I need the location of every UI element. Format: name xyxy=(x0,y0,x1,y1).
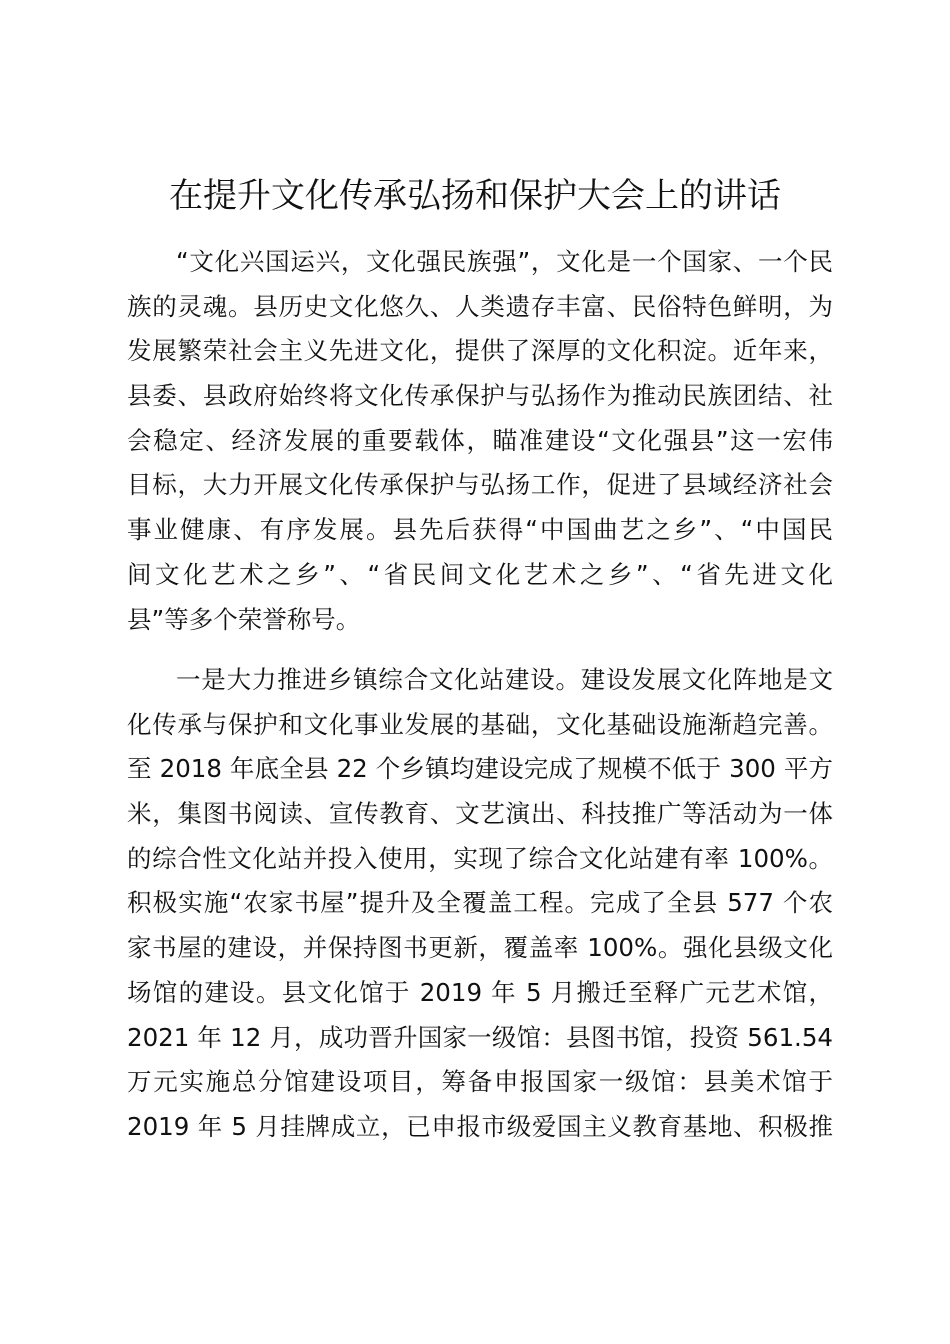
paragraph-line: 化传承与保护和文化事业发展的基础，文化基础设施渐趋完善。 xyxy=(127,709,833,739)
paragraph-2 xyxy=(127,658,833,1150)
paragraph-line: 县”等多个荣誉称号。 xyxy=(127,604,361,634)
paragraph-line: 目标，大力开展文化传承保护与弘扬工作，促进了县域经济社会 xyxy=(127,470,833,500)
paragraph-1 xyxy=(127,240,833,642)
paragraph-line: 的综合性文化站并投入使用，实现了综合文化站建有率 100%。 xyxy=(127,843,833,873)
paragraph-line: 积极实施“农家书屋”提升及全覆盖工程。完成了全县 577 个农 xyxy=(127,888,833,918)
paragraph-line: 发展繁荣社会主义先进文化，提供了深厚的文化积淀。近年来， xyxy=(127,336,833,366)
paragraph-line: 至 2018 年底全县 22 个乡镇均建设完成了规模不低于 300 平方 xyxy=(127,754,833,784)
paragraph-line: 万元实施总分馆建设项目，筹备申报国家一级馆：县美术馆于 xyxy=(127,1067,833,1097)
paragraph-line: 会稳定、经济发展的重要载体，瞄准建设“文化强县”这一宏伟 xyxy=(127,425,833,455)
paragraph-line: 县委、县政府始终将文化传承保护与弘扬作为推动民族团结、社 xyxy=(127,381,833,411)
paragraph-line: 2021 年 12 月，成功晋升国家一级馆：县图书馆，投资 561.54 xyxy=(127,1022,833,1052)
paragraph-line: 2019 年 5 月挂牌成立，已申报市级爱国主义教育基地、积极推 xyxy=(127,1111,833,1141)
paragraph-line: 事业健康、有序发展。县先后获得“中国曲艺之乡”、“中国民 xyxy=(127,515,833,545)
paragraph-line: “文化兴国运兴，文化强民族强”，文化是一个国家、一个民 xyxy=(176,247,833,276)
paragraph-line: 米，集图书阅读、宣传教育、文艺演出、科技推广等活动为一体 xyxy=(127,799,833,829)
paragraph-line: 场馆的建设。县文化馆于 2019 年 5 月搬迁至释广元艺术馆， xyxy=(127,977,833,1007)
paragraph-line: 一是大力推进乡镇综合文化站建设。建设发展文化阵地是文 xyxy=(176,665,833,694)
paragraph-line: 族的灵魂。县历史文化悠久、人类遗存丰富、民俗特色鲜明，为 xyxy=(127,291,833,321)
document-title: 在提升文化传承弘扬和保护大会上的讲话 xyxy=(169,176,781,216)
paragraph-line: 家书屋的建设，并保持图书更新，覆盖率 100%。强化县级文化 xyxy=(127,933,833,963)
paragraph-line: 间文化艺术之乡”、“省民间文化艺术之乡”、“省先进文化 xyxy=(127,559,833,589)
